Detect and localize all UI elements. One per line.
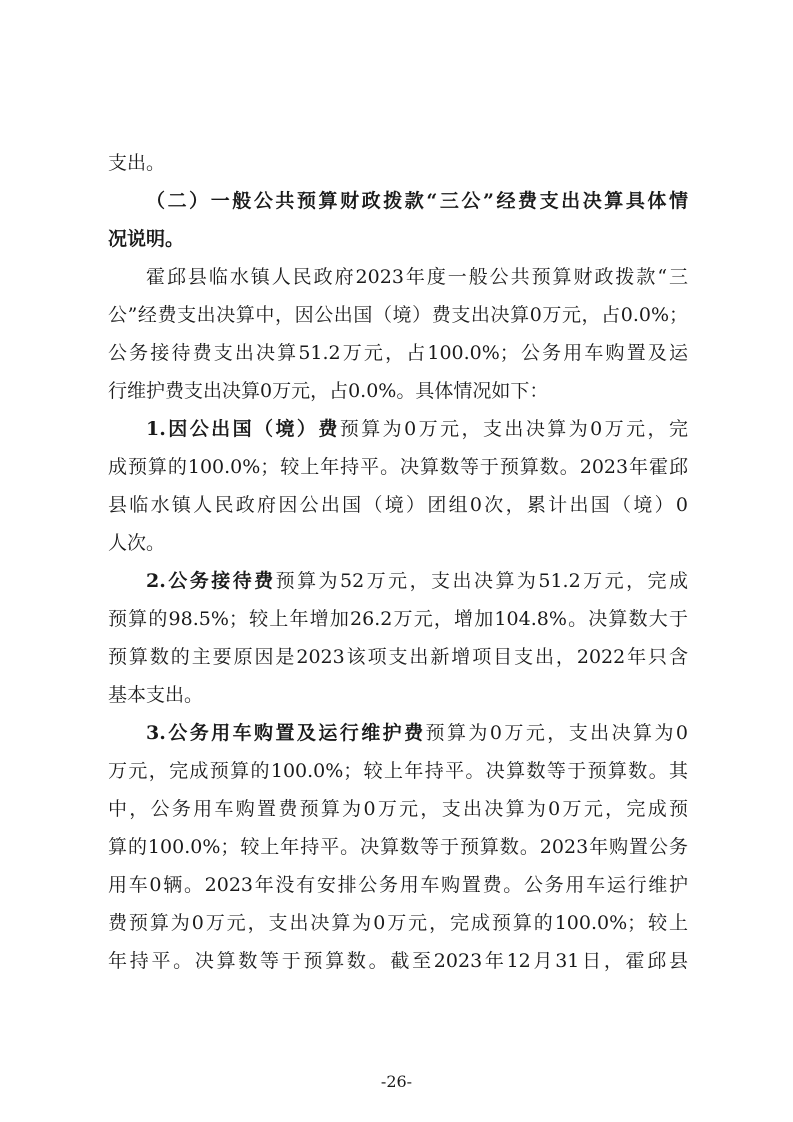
paragraph-line: 人次。 <box>108 532 166 554</box>
paragraph-line: 行维护费支出决算0万元，占0.0%。具体情况如下： <box>108 380 549 402</box>
item-1-line: 1.因公出国（境）费预算为0万元，支出决算为0万元，完 <box>146 418 688 440</box>
paragraph-line: 中，公务用车购置费预算为0万元，支出决算为0万元，完成预 <box>108 798 688 820</box>
paragraph-line: 公”经费支出决算中，因公出国（境）费支出决算0万元，占0.0%； <box>108 304 688 326</box>
paragraph-line: 年持平。决算数等于预算数。截至2023年12月31日，霍邱县 <box>108 950 688 972</box>
paragraph-line: 支出。 <box>108 152 166 174</box>
paragraph-line: 成预算的100.0%；较上年持平。决算数等于预算数。2023年霍邱 <box>108 456 688 478</box>
paragraph-line: 用车0辆。2023年没有安排公务用车购置费。公务用车运行维护 <box>108 874 688 896</box>
page-number: -26- <box>380 1072 413 1091</box>
item-2-line: 2.公务接待费预算为52万元，支出决算为51.2万元，完成 <box>146 570 688 592</box>
paragraph-line: 费预算为0万元，支出决算为0万元，完成预算的100.0%；较上 <box>108 912 688 934</box>
paragraph-line: 霍邱县临水镇人民政府2023年度一般公共预算财政拨款“三 <box>146 266 688 288</box>
paragraph-line: 县临水镇人民政府因公出国（境）团组0次，累计出国（境）0 <box>108 494 688 516</box>
section-heading-continuation: 况说明。 <box>108 228 185 250</box>
paragraph-line: 算的100.0%；较上年持平。决算数等于预算数。2023年购置公务 <box>108 836 688 858</box>
item-1-label: 1.因公出国（境）费 <box>146 418 340 440</box>
paragraph-line: 预算的98.5%；较上年增加26.2万元，增加104.8%。决算数大于 <box>108 608 688 630</box>
paragraph-line: 预算数的主要原因是2023该项支出新增项目支出，2022年只含 <box>108 646 688 668</box>
item-2-label: 2.公务接待费 <box>146 570 276 592</box>
section-heading: （二）一般公共预算财政拨款“三公”经费支出决算具体情 <box>146 190 688 212</box>
paragraph-line: 万元，完成预算的100.0%；较上年持平。决算数等于预算数。其 <box>108 760 688 782</box>
paragraph-line: 基本支出。 <box>108 684 204 706</box>
paragraph-line: 公务接待费支出决算51.2万元，占100.0%；公务用车购置及运 <box>108 342 688 364</box>
item-3-line: 3.公务用车购置及运行维护费预算为0万元，支出决算为0 <box>146 722 688 744</box>
item-3-label: 3.公务用车购置及运行维护费 <box>146 722 426 744</box>
